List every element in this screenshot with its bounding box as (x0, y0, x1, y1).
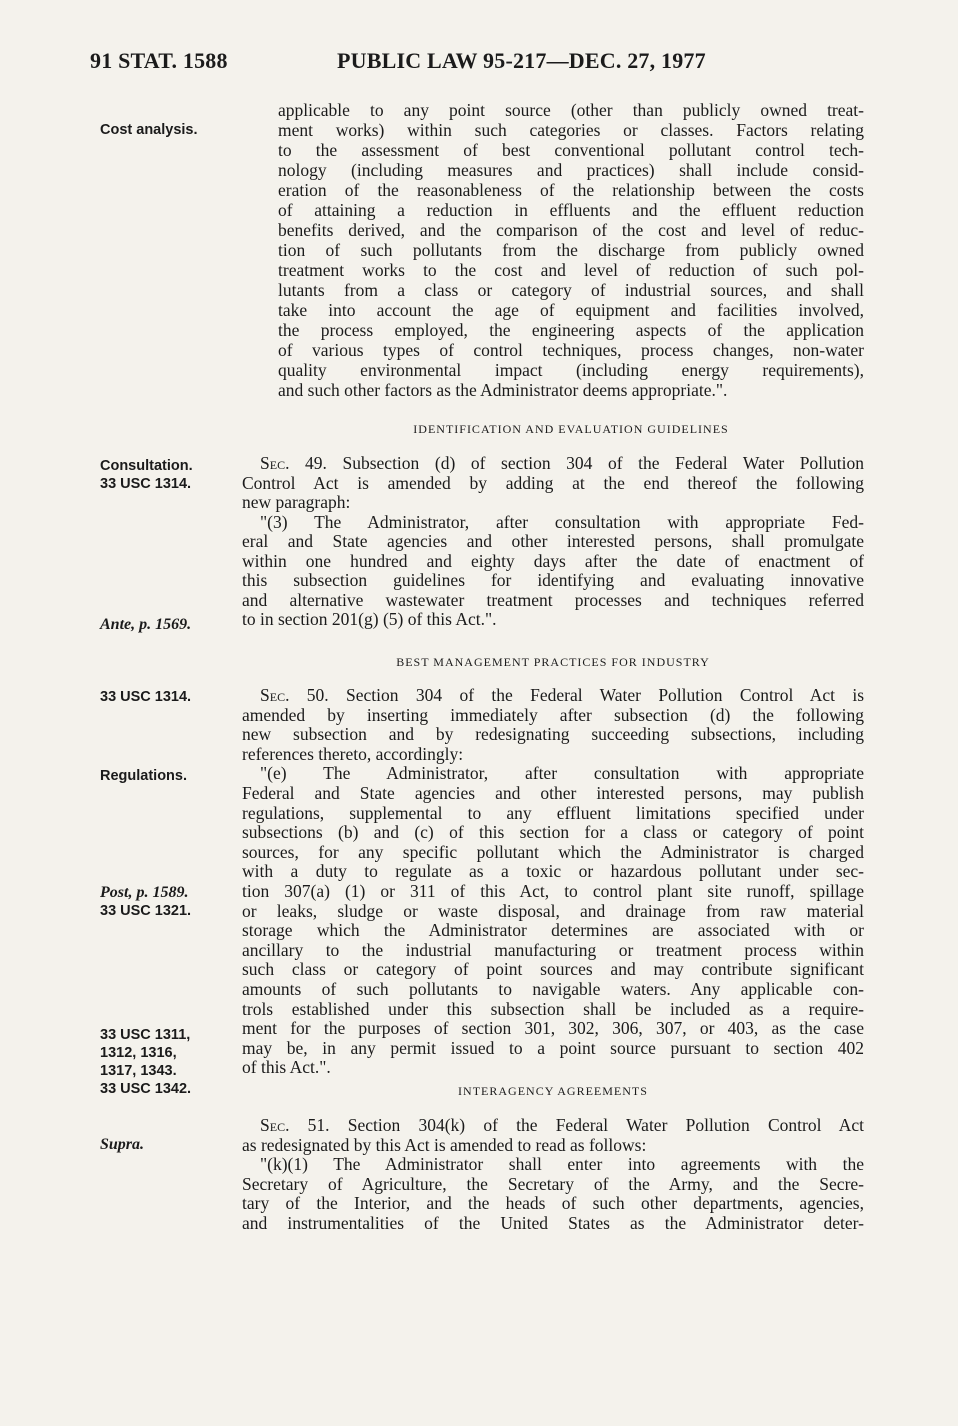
sec-label: Sec. (260, 685, 290, 705)
text-line: take into account the age of equipment and facilities involved, (278, 300, 864, 320)
text-line: and instrumentalities of the United States as the Administrator deter- (242, 1212, 864, 1233)
text-line: lutants from a class or category of industrial sources, and shall (278, 280, 864, 300)
text-line: to in section 201(g) (5) of this Act.". (242, 609, 497, 629)
margin-note-cost-analysis: Cost analysis. (100, 122, 198, 138)
text-line: tion 307(a) (1) or 311 of this Act, to control plant site runoff, spillage (242, 880, 864, 901)
text-line: new subsection and by redesignating succeeding subsections, including (242, 724, 864, 745)
text-line: Secretary of Agriculture, the Secretary of the Army, and the Secre- (242, 1173, 864, 1194)
section-50 (242, 686, 864, 1078)
text-line: may be, in any permit issued to a point source pursuant to section 402 (242, 1037, 864, 1058)
text-line: subsections (b) and (c) of this section for a class or category of point (242, 822, 864, 843)
text-line: the process employed, the engineering aspects of the application (278, 320, 864, 340)
text-line: of various types of control techniques, process changes, non-water (278, 340, 864, 360)
text-line: of attaining a reduction in effluents and the effluent reduction (278, 200, 864, 220)
text-line: "(k)(1) The Administrator shall enter into agreements with the (260, 1154, 864, 1175)
text-line: this subsection guidelines for identifying and evaluating innovative (242, 570, 864, 590)
text-line: sources, for any specific pollutant which the Administrator is charged (242, 841, 864, 862)
text-line: Control Act is amended by adding at the end thereof the following (242, 472, 864, 493)
section-heading-identification: IDENTIFICATION AND EVALUATION GUIDELINES (413, 422, 729, 436)
text-line: eration of the reasonableness of the relationship between the costs (278, 180, 864, 200)
margin-note-usc-1317: 1317, 1343. (100, 1063, 177, 1079)
text-line: or leaks, sludge or waste disposal, and drainage from raw material (242, 900, 864, 921)
text-line: new paragraph: (242, 492, 351, 512)
margin-note-usc-1342: 33 USC 1342. (100, 1081, 192, 1097)
text-run: 51. Section 304(k) of the Federal Water Pollution Control Act (289, 1115, 864, 1135)
text-line: as redesignated by this Act is amended to read as follows: (242, 1134, 647, 1155)
margin-note-usc-1311: 33 USC 1311, (100, 1027, 191, 1043)
text-line (242, 686, 864, 706)
text-line (242, 1116, 864, 1136)
text-run: 49. Subsection (d) of section 304 of the Federal Water Pollution (289, 453, 864, 473)
text-line: "(e) The Administrator, after consultation with appropriate (260, 763, 864, 784)
text-line: ment works) within such categories or classes. Factors relating (278, 120, 864, 140)
text-line: regulations, supplemental to any effluent limitations specified under (242, 802, 864, 823)
text-line: Federal and State agencies and other interested persons, may publish (242, 782, 864, 803)
section-heading-best-management: BEST MANAGEMENT PRACTICES FOR INDUSTRY (396, 655, 710, 669)
text-line: eral and State agencies and other interested persons, shall promulgate (242, 531, 864, 551)
margin-note-ante: Ante, p. 1569. (100, 616, 192, 633)
text-line: of this Act.". (242, 1057, 331, 1078)
margin-note-post: Post, p. 1589. (100, 884, 189, 901)
text-line: to the assessment of best conventional pollutant control tech- (278, 140, 864, 160)
page-law-title: PUBLIC LAW 95-217—DEC. 27, 1977 (337, 48, 706, 73)
sec-label: Sec. (260, 1115, 290, 1135)
text-line: trols established under this subsection shall be included as a require- (242, 998, 864, 1019)
text-line: amounts of such pollutants to navigable waters. Any applicable con- (242, 978, 864, 999)
section-51 (242, 1116, 864, 1234)
text-run: 50. Section 304 of the Federal Water Pollution Control Act is (289, 685, 864, 705)
text-line: applicable to any point source (other than publicly owned treat- (278, 100, 864, 120)
margin-note-usc-1314-a: 33 USC 1314. (100, 476, 192, 492)
page-stat-number: 91 STAT. 1588 (90, 48, 228, 73)
section-heading-interagency: INTERAGENCY AGREEMENTS (458, 1084, 648, 1098)
text-line: such class or category of point sources and may contribute significant (242, 959, 864, 980)
text-line: "(3) The Administrator, after consultation with appropriate Fed- (260, 511, 864, 532)
text-line: treatment works to the cost and level of reduction of such pol- (278, 260, 864, 280)
margin-note-consultation: Consultation. (100, 458, 193, 474)
text-line: tion of such pollutants from the discharge from publicly owned (278, 240, 864, 260)
sec-label: Sec. (260, 453, 290, 473)
margin-note-supra: Supra. (100, 1136, 145, 1153)
text-line: amended by inserting immediately after subsection (d) the following (242, 704, 864, 725)
margin-note-usc-1312: 1312, 1316, (100, 1045, 177, 1061)
text-line: ment for the purposes of section 301, 302, 306, 307, or 403, as the case (242, 1018, 864, 1039)
section-49 (242, 454, 864, 630)
text-line: and such other factors as the Administrator deems appropriate.". (278, 380, 728, 400)
text-line: references thereto, accordingly: (242, 743, 464, 764)
text-line: ancillary to the industrial manufacturing or treatment process within (242, 939, 864, 960)
margin-note-usc-1314-b: 33 USC 1314. (100, 689, 192, 705)
margin-note-usc-1321: 33 USC 1321. (100, 903, 192, 919)
text-line: nology (including measures and practices) shall include consid- (278, 160, 864, 180)
text-line: benefits derived, and the comparison of the cost and level of reduc- (278, 220, 864, 240)
text-line: within one hundred and eighty days after the date of enactment of (242, 550, 864, 571)
continuation-paragraph (278, 100, 864, 400)
text-line: and alternative wastewater treatment processes and techniques referred (242, 589, 864, 610)
text-line (242, 454, 864, 474)
text-line: storage which the Administrator determines are associated with or (242, 920, 864, 941)
text-line: tary of the Interior, and the heads of such other departments, agencies, (242, 1193, 864, 1214)
text-line: quality environmental impact (including energy requirements), (278, 360, 864, 380)
margin-note-regulations: Regulations. (100, 768, 188, 784)
text-line: with a duty to regulate as a toxic or hazardous pollutant under sec- (242, 861, 864, 882)
